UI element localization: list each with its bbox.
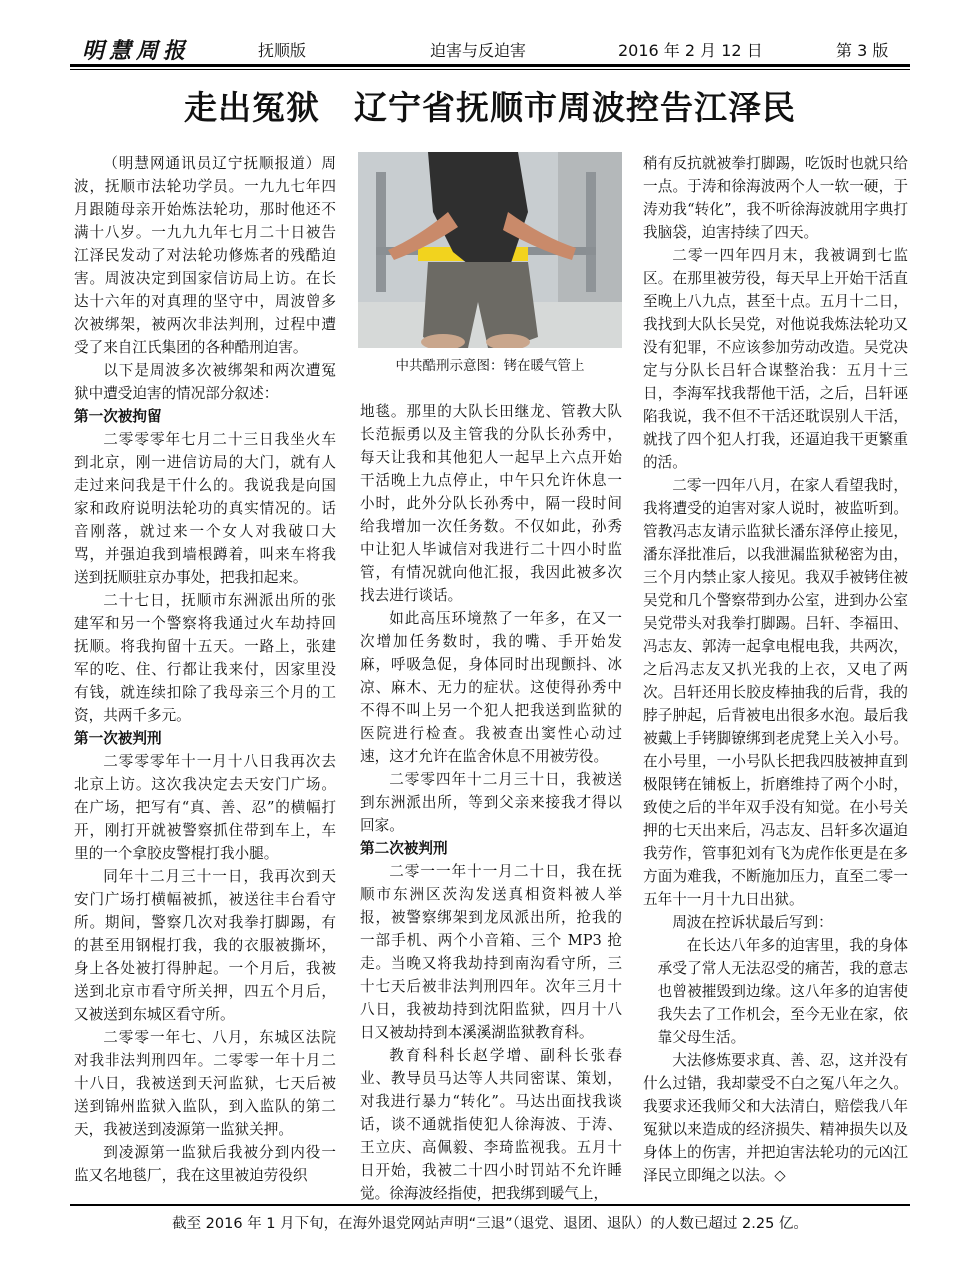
footer-rule [70, 1204, 910, 1206]
body-paragraph: 二零零四年十二月三十日，我被送到东洲派出所，等到父亲来接我才得以回家。 [360, 771, 622, 834]
header-rule-thin [70, 69, 910, 70]
body-paragraph: 同年十二月三十一日，我再次到天安门广场打横幅被抓，被送往丰台看守所。期间，警察几次对我拳打脚踢，有的甚至用钢棍打我，我的衣服被撕坏，身上各处被打得肿起。一个月后，我被送到北京市看守所关押，四五个月后，又被送到东城区看守所。 [74, 868, 336, 1023]
body-paragraph: 二零零零年十一月十八日我再次去北京上访。这次我决定去天安门广场。在广场，把写有“真、善、忍”的横幅打开，刚打开就被警察抓住带到车上，车里的一个拿胶皮警棍打我小腿。 [74, 753, 336, 862]
article-column-2 [360, 400, 622, 1205]
quote-paragraph: 大法修炼要求真、善、忍，这并没有什么过错，我却蒙受不白之冤八年之久。我要求还我师父和大法清白，赔偿我八年冤狱以来造成的经济损失、精神损失以及身体上的伤害，并把迫害法轮功的元凶江泽民立即绳之以法。◇ [643, 1052, 908, 1184]
body-paragraph: 周波在控诉状最后写到： [672, 914, 833, 931]
edition-label: 抚顺版 [258, 41, 307, 60]
newspaper-logo: 明慧周报 [82, 39, 191, 64]
footer-notice: 截至 2016 年 1 月下旬，在海外退党网站声明“三退”（退党、退团、退队）的人数已超过 2.25 亿。 [172, 1216, 808, 1232]
torture-illustration-image [358, 152, 622, 348]
section-heading: 第一次被判刑 [74, 730, 162, 747]
article-title: 走出冤狱 辽宁省抚顺市周波控告江泽民 [184, 88, 796, 127]
section-label: 迫害与反迫害 [430, 41, 527, 60]
body-paragraph: 二零一四年四月末，我被调到七监区。在那里被劳役，每天早上开始干活直至晚上八九点，甚至十点。五月十二日，我找到大队长吴党，对他说我炼法轮功又没有犯罪，不应该参加劳动改造。吴党决定与分队长吕轩合谋整治我：五月十三日，李海军找我帮他干活，之后，吕轩诬陷我说，我不但不干活还耽误别人干活，就找了四个犯人打我，还逼迫我干更繁重的活。 [643, 247, 908, 471]
body-paragraph: 地毯。那里的大队长田继龙、管教大队长范振勇以及主管我的分队长孙秀中，每天让我和其他犯人一起早上六点开始干活晚上九点停止，中午只允许休息一小时，此外分队长孙秀中，隔一段时间给我增加一次任务数。不仅如此，孙秀中让犯人毕诚信对我进行二十四小时监管，有情况就向他汇报，我因此被多次找去进行谈话。 [360, 403, 622, 604]
body-paragraph: 二零零一年七、八月，东城区法院对我非法判刑四年。二零零一年十月二十八日，我被送到天河监狱，七天后被送到锦州监狱入监队，到入监队的第二天，我被送到凌源第一监狱关押。 [74, 1029, 336, 1138]
article-column-1 [74, 152, 336, 1187]
summary-paragraph: 以下是周波多次被绑架和两次遭冤狱中遭受迫害的情况部分叙述： [74, 362, 336, 402]
page-header [70, 34, 910, 64]
body-paragraph: 二零一一年十一月二十日，我在抚顺市东洲区茨沟发送真相资料被人举报，被警察绑架到龙凤派出所，抢我的一部手机、两个小音箱、三个 MP3 抢走。当晚又将我劫持到南沟看守所，三十七天后被非法判刑四年。次年三月十八日，我被劫持到沈阳监狱，四月十八日又被劫持到本溪溪湖监狱教育科。 [360, 863, 622, 1041]
issue-date: 2016 年 2 月 12 日 [618, 41, 763, 60]
torture-illustration-photo [358, 152, 622, 348]
body-paragraph: 到凌源第一监狱后我被分到内役一监又名地毯厂，我在这里被迫劳役织 [74, 1144, 336, 1184]
page-number: 第 3 版 [836, 41, 889, 60]
section-heading: 第二次被判刑 [360, 840, 448, 857]
body-paragraph: 二零零零年七月二十三日我坐火车到北京，刚一进信访局的大门，就有人走过来问我是干什么的。我说我是向国家和政府说明法轮功的真实情况的。话音刚落，就过来一个女人对我破口大骂，并强迫我到墙根蹲着，叫来车将我送到抚顺驻京办事处，把我扣起来。 [74, 431, 336, 586]
photo-caption: 中共酷刑示意图：铐在暖气管上 [395, 358, 585, 374]
section-heading: 第一次被拘留 [74, 408, 162, 425]
quote-paragraph: 在长达八年多的迫害里，我的身体承受了常人无法忍受的痛苦，我的意志也曾被摧毁到边缘。这八年多的迫害使我失去了工作机会，至今无业在家，依靠父母生活。 [657, 937, 908, 1046]
article-column-3 [643, 152, 908, 1187]
body-paragraph: 稍有反抗就被拳打脚踢，吃饭时也就只给一点。于涛和徐海波两个人一软一硬，于涛劝我“转化”，我不听徐海波就用字典打我脑袋，迫害持续了四天。 [643, 155, 908, 241]
body-paragraph: 如此高压环境熬了一年多，在又一次增加任务数时，我的嘴、手开始发麻，呼吸急促，身体同时出现颤抖、冰凉、麻木、无力的症状。这使得孙秀中不得不叫上另一个犯人把我送到监狱的医院进行检查。我被查出窦性心动过速，这才允许在监舍休息不用被劳役。 [360, 610, 622, 765]
body-paragraph: 二十七日，抚顺市东洲派出所的张建军和另一个警察将我通过火车劫持回抚顺。将我拘留十五天。一路上，张建军的吃、住、行都让我来付，因家里没有钱，就连续扣除了我母亲三个月的工资，共两千多元。 [74, 592, 336, 724]
intro-paragraph: （明慧网通讯员辽宁抚顺报道）周波，抚顺市法轮功学员。一九九七年四月跟随母亲开始炼法轮功，那时他还不满十八岁。一九九九年七月二十日被告江泽民发动了对法轮功修炼者的残酷迫害。周波决定到国家信访局上访。在长达十六年的对真理的坚守中，周波曾多次被绑架，被两次非法判刑，过程中遭受了来自江氏集团的各种酷刑迫害。 [74, 155, 336, 356]
body-paragraph: 二零一四年八月，在家人看望我时，我将遭受的迫害对家人说时，被监听到。管教冯志友请示监狱长潘东泽停止接见，潘东泽批准后，以我泄漏监狱秘密为由，三个月内禁止家人接见。我双手被铐住被吴党和几个警察带到办公室，进到办公室吴党带头对我拳打脚踢。吕轩、李福田、冯志友、郭涛一起拿电棍电我，共两次，之后冯志友又扒光我的上衣，又电了两次。吕轩还用长胶皮棒抽我的后背，我的脖子肿起，后背被电出很多水泡。最后我被戴上手铐脚镣绑到老虎凳上关入小号。在小号里，一小号队长把我四肢被抻直到极限铐在铺板上，折磨维持了两个小时，致使之后的半年双手没有知觉。在小号关押的七天出来后，冯志友、吕轩多次逼迫我劳作，管事犯刘有飞为虎作伥更是在多方面为难我，不断施加压力，直至二零一五年十一月十九日出狱。 [643, 477, 908, 908]
body-paragraph: 教育科科长赵学增、副科长张春业、教导员马达等人共同密谋、策划，对我进行暴力“转化”。马达出面找我谈话，谈不通就指使犯人徐海波、于涛、王立庆、高佩毅、李琦监视我。五月十日开始，我被二十四小时罚站不允许睡觉。徐海波经指使，把我绑到暖气上， [360, 1047, 622, 1202]
header-rule [70, 64, 910, 67]
